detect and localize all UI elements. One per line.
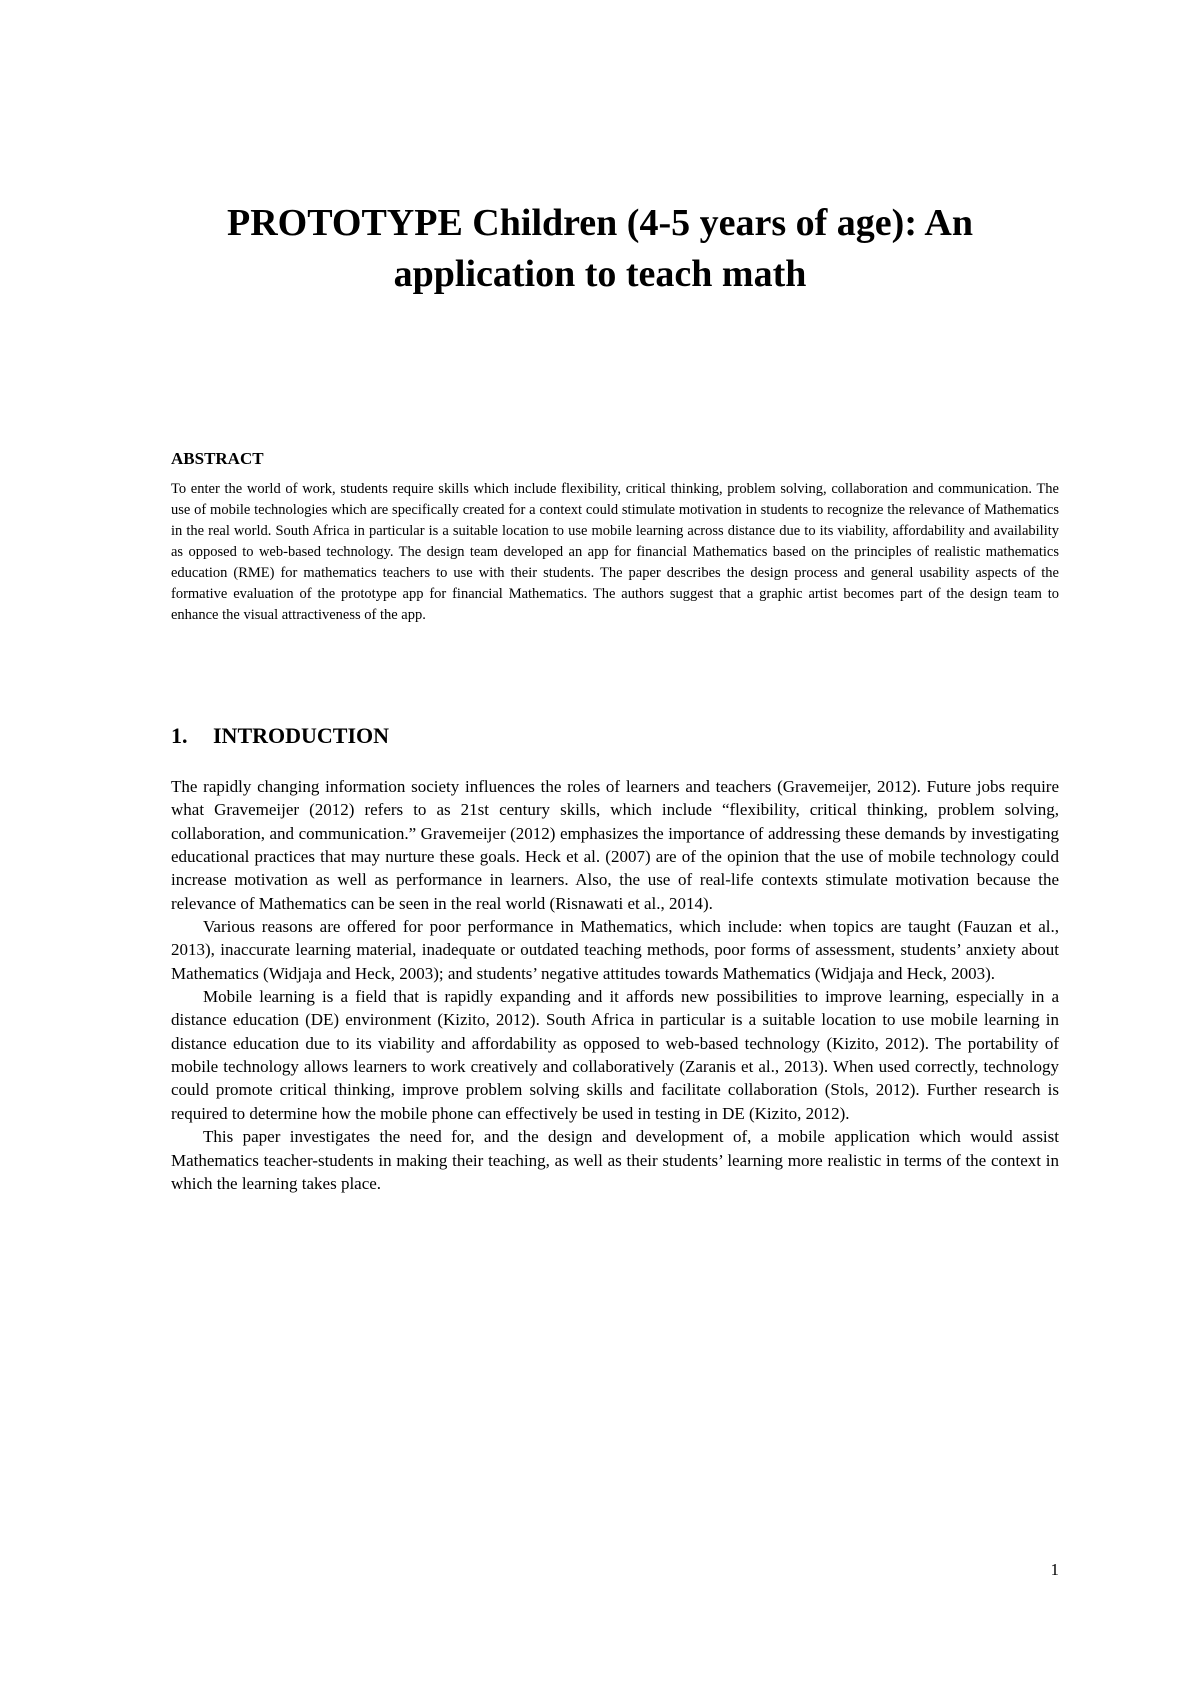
introduction-paragraph-2: Various reasons are offered for poor performance in Mathematics, which include: when topics are taught (Fauzan et al., 2013), inaccurate learning material, inadequate or outdated teaching methods, poor forms of assessment, students’ anxiety about Mathematics (Widjaja and Heck, 2003); and students’ negative attitudes towards Mathematics (Widjaja and Heck, 2003). [171,917,1059,983]
section-number: 1. [171,723,188,748]
paper-title: PROTOTYPE Children (4-5 years of age): An application to teach math [227,202,973,295]
abstract-text: To enter the world of work, students require skills which include flexibility, critical thinking, problem solving, collaboration and communication. The use of mobile technologies which are specifically created for a context could stimulate motivation in students to recognize the relevance of Mathematics in the real world. South Africa in particular is a suitable location to use mobile learning across distance due to its viability, affordability and availability as opposed to web-based technology. The design team developed an app for financial Mathematics based on the principles of realistic mathematics education (RME) for mathematics teachers to use with their students. The paper describes the design process and general usability aspects of the formative evaluation of the prototype app for financial Mathematics. The authors suggest that a graphic artist becomes part of the design team to enhance the visual attractiveness of the app. [171,481,1059,623]
section-title: INTRODUCTION [213,723,390,748]
section-heading-introduction [171,723,389,749]
abstract-heading: ABSTRACT [171,449,264,468]
introduction-paragraph-4: This paper investigates the need for, and the design and development of, a mobile application which would assist Mathematics teacher-students in making their teaching, as well as their students’ learning more realistic in terms of the context in which the learning takes place. [171,1127,1059,1193]
introduction-paragraph-1: The rapidly changing information society influences the roles of learners and teachers (Gravemeijer, 2012). Future jobs require what Gravemeijer (2012) refers to as 21st century skills, which include “flexibility, critical thinking, problem solving, collaboration, and communication.” Gravemeijer (2012) emphasizes the importance of addressing these demands by investigating educational practices that may nurture these goals. Heck et al. (2007) are of the opinion that the use of mobile technology could increase motivation as well as performance in learners. Also, the use of real-life contexts stimulate motivation because the relevance of Mathematics can be seen in the real world (Risnawati et al., 2014). [171,777,1059,913]
introduction-paragraph-3: Mobile learning is a field that is rapidly expanding and it affords new possibilities to improve learning, especially in a distance education (DE) environment (Kizito, 2012). South Africa in particular is a suitable location to use mobile learning in distance education due to its viability and affordability as opposed to web-based technology (Kizito, 2012). The portability of mobile technology allows learners to work creatively and collaboratively (Zaranis et al., 2013). When used correctly, technology could promote critical thinking, improve problem solving skills and facilitate collaboration (Stols, 2012). Further research is required to determine how the mobile phone can effectively be used in testing in DE (Kizito, 2012). [171,987,1059,1123]
page-number: 1 [1050,1560,1059,1579]
introduction-body [171,775,1059,1195]
